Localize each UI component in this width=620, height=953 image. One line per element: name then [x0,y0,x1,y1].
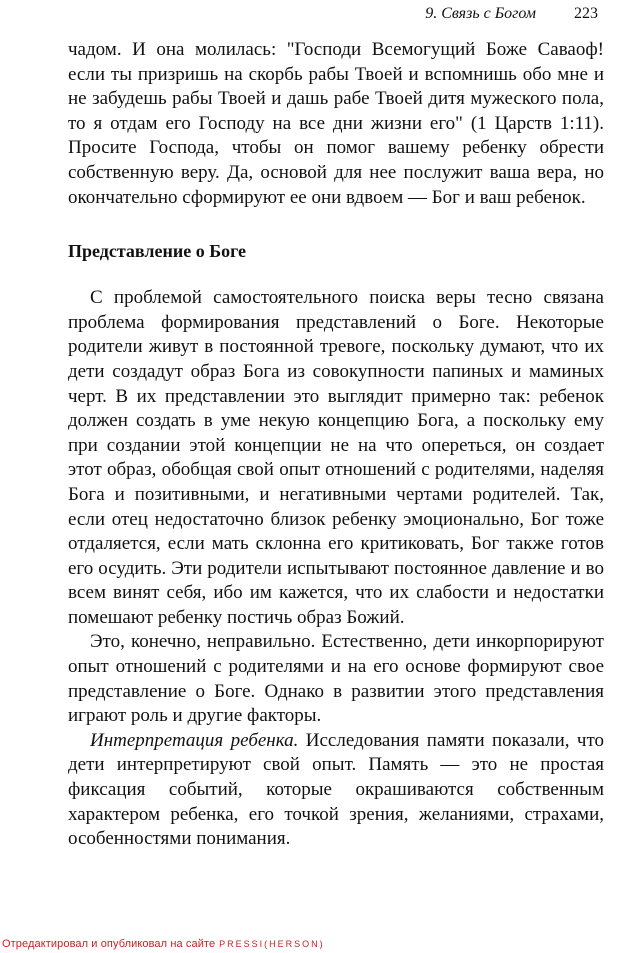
paragraph-incorrect: Это, конечно, неправильно. Естественно, дети инкорпорируют опыт отношений с родителями и на его основе формируют свое представление о Боге. Однако в развитии этого представления играют роль и другие факторы. [68,631,604,727]
paragraph-continuation: чадом. И она молилась: "Господи Всемогущий Боже Саваоф! если ты призришь на скорбь рабы Твоей и вспомнишь обо мне и не забудешь рабы Твоей и дашь рабе Твоей дитя мужеского пола, то я отдам его Господу на все дни жизни его" (1 Царств 1:11). Просите Господа, чтобы он помог вашему ребенку обрести собственную веру. Да, основой для нее послужит ваша вера, но окончательно сформируют ее они вдвоем — Бог и ваш ребенок. [68,39,604,208]
paragraph-interpretation [68,729,604,852]
page-body [68,38,604,852]
running-head [0,5,598,23]
page-number: 223 [574,5,598,22]
chapter-title: 9. Связь с Богом [425,5,536,22]
paragraph-god-image: С проблемой самостоятельного поиска веры тесно связана проблема формирования представлений о Боге. Некоторые родители живут в постоянной тревоге, поскольку думают, что их дети создадут образ Бога из совокупности папиных и маминых черт. В их представлении это выглядит примерно так: ребенок должен создать в уме некую концепцию Бога, а поскольку ему при создании этой концепции не на что опереться, он создает этот образ, обобщая свой опыт отношений с родителями, наделяя Бога и позитивными, и негативными чертами родителей. Так, если отец недостаточно близок ребенку эмоционально, Бог тоже отдаляется, если мать склонна его критиковать, Бог также готов его осудить. Эти родители испытывают постоянное давление и во всем винят себя, ибо им кажется, что их слабости и недостатки помешают ребенку постичь образ Божий. [68,287,604,628]
footer-credit-text: Отредактировал и опубликовал на сайте [2,938,216,950]
footer-site-name: PRESSI(HERSON) [219,939,325,949]
paragraph-interpretation-text: Исследования памяти показали, что дети интерпретируют свой опыт. Память — это не простая фиксация событий, которые окрашиваются собственным характером ребенка, его точкой зрения, желаниями, страхами, особенностями понимания. [68,729,605,850]
section-heading: Представление о Боге [68,241,247,262]
paragraph-lead-italic: Интерпретация ребенка. [90,729,299,751]
footer-credit [2,938,325,950]
